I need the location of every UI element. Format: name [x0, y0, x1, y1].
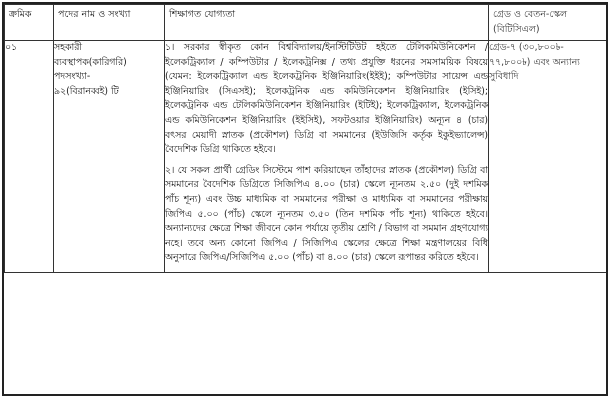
row-qualification — [165, 41, 489, 273]
header-educational-qualification: শিক্ষাগত যোগ্যতা — [165, 5, 489, 41]
header-grade-pay-scale: গ্রেড ও বেতন-স্কেল (বিটিসিএল) — [489, 5, 607, 41]
row-serial-number: ০১ — [5, 41, 54, 273]
qualification-paragraph-1: ১। সরকার স্বীকৃত কোন বিশ্ববিদ্যালয়/ইনস্টিটিউট হইতে টেলিকমিউনিকেশন / ইলেকট্রিক্যাল / কম্পিউটার / ইলেকট্রনিক্স / তথ্য প্রযুক্তি ধরনের সমসাময়িক বিষয়ে (যেমন: ইলেকট্রিক্যাল এন্ড ইলেকট্রনিক ইঞ্জিনিয়ারিং(ইইই); কম্পিউটার সায়েন্স এন্ড ইঞ্জিনিয়ারিং (সিএসই); ইলেকট্রনিক এন্ড কমিউনিকেশন ইঞ্জিনিয়ারিং (ইসিই); ইলেকট্রনিক এন্ড টেলিকমিউনিকেশন ইঞ্জিনিয়ারিং (ইটিই); ইলেকট্রিক্যাল, ইলেকট্রনিক এন্ড কমিউনিকেশন ইঞ্জিনিয়ারিং (ইইসিই), সফটওয়ার ইঞ্জিনিয়ারিং) অন্যূন ৪ (চার) বৎসর মেয়াদী স্নাতক (প্রকৌশল) ডিগ্রি বা সমমানের (ইউজিসি কর্তৃক ইকুইভ্যালেন্স) বৈদেশিক ডিগ্রি থাকিতে হইবে। — [165, 42, 488, 156]
header-post-name-count: পদের নাম ও সংখ্যা — [54, 5, 165, 41]
grade-scale-text: গ্রেড-৭ (৩০,৮০০৳- ৭৭,৮০০৳) এবং অন্যান্য সুবিধাদি — [489, 42, 580, 83]
job-requirements-table — [4, 4, 607, 273]
header-serial: ক্রমিক — [5, 5, 54, 41]
table-row — [5, 41, 607, 273]
qualification-paragraph-2: ২। যে সকল প্রার্থী গ্রেডিং সিস্টেমে পাশ করিয়াছেন তাঁহাদের স্নাতক (প্রকৌশল) ডিগ্রি বা সমমানের বৈদেশিক ডিগ্রিতে সিজিপিএ ৪.০০ (চার) স্কেলে ন্যূনতম ২.৫০ (দুই দশমিক পাঁচ শূন্য) এবং উচ্চ মাধ্যমিক বা সমমানের পরীক্ষা ও মাধ্যমিক বা সমমানের পরীক্ষায় জিপিএ ৫.০০ (পাঁচ) স্কেলে ন্যূনতম ৩.৫০ (তিন দশমিক পাঁচ শূন্য) থাকিতে হইবে। অন্যান্যদের ক্ষেত্রে শিক্ষা জীবনে কোন পর্যায়ে তৃতীয় শ্রেণি / বিভাগ বা সমমান গ্রহণযোগ্য নহে। তবে অন্য কোনো জিপিএ / সিজিপিএ স্কেলের ক্ষেত্রে শিক্ষা মন্ত্রণালয়ের বিধি অনুসারে জিপিএ/সিজিপিএ ৫.০০ (পাঁচ) বা ৪.০০ (চার) স্কেলে রূপান্তর করিতে হইবে। — [165, 164, 488, 264]
row-post-name: সহকারী ব্যবস্থাপক(কারিগরি) পদসংখ্যা- ৯২(বিরানব্বই) টি — [54, 41, 165, 273]
job-circular-frame — [2, 2, 608, 396]
table-header-row — [5, 5, 607, 41]
row-grade-scale — [489, 41, 607, 273]
